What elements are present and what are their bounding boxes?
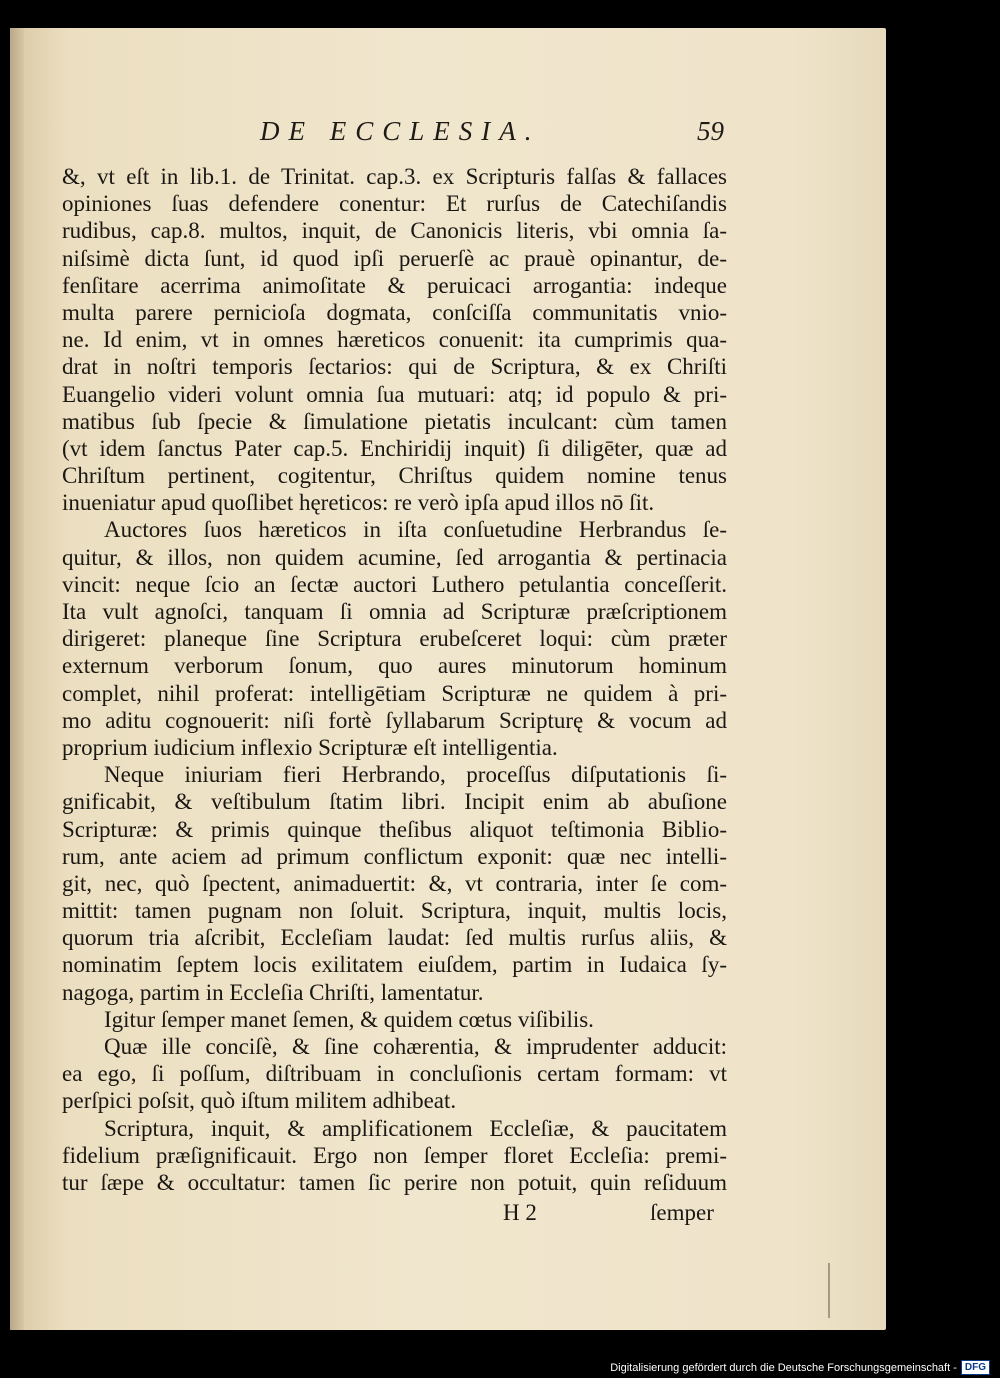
text-line: opiniones ſuas defendere conentur: Et rurſus de Catechiſandis bbox=[62, 191, 727, 217]
scanned-page-frame bbox=[0, 18, 888, 1353]
text-line: complet, nihil proferat: intelligētiam Scripturæ ne quidem à pri- bbox=[62, 680, 727, 706]
digitization-credit bbox=[610, 1360, 990, 1375]
text-line: Chriſtum pertinent, cogitentur, Chriſtus quidem nomine tenus bbox=[62, 463, 727, 489]
text-line: drat in noſtri temporis ſectarios: qui de Scriptura, & ex Chriſti bbox=[62, 354, 727, 380]
text-line: mittit: tamen pugnam non ſoluit. Scriptura, inquit, multis locis, bbox=[62, 898, 727, 924]
signature-mark: H 2 bbox=[503, 1200, 537, 1225]
text-line: Quæ ille conciſè, & ſine cohærentia, & imprudenter adducit: bbox=[104, 1034, 727, 1059]
text-line: multa parere pernicioſa dogmata, conſciſſa communitatis vnio- bbox=[62, 299, 727, 325]
credit-text: Digitalisierung gefördert durch die Deutsche Forschungsgemeinschaft - bbox=[610, 1361, 957, 1374]
text-line: ea ego, ſi poſſum, diſtribuam in concluſionis certam formam: vt bbox=[62, 1061, 727, 1087]
running-title: DE ECCLESIA. bbox=[260, 116, 541, 146]
text-line: (vt idem ſanctus Pater cap.5. Enchiridij inquit) ſi diligēter, quæ ad bbox=[62, 435, 727, 461]
text-line: quitur, & illos, non quidem acumine, ſed arrogantia & pertinacia bbox=[62, 544, 727, 570]
text-line: Auctores ſuos hæreticos in iſta conſuetudine Herbrandus ſe- bbox=[104, 517, 727, 543]
text-line: matibus ſub ſpecie & ſimulatione pietatis inculcant: cùm tamen bbox=[62, 408, 727, 434]
text-line: inueniatur apud quoſlibet hęreticos: re verò ipſa apud illos nō ſit. bbox=[62, 490, 655, 516]
text-line: fenſitare acerrima animoſitate & peruicaci arrogantia: indeque bbox=[62, 272, 727, 298]
text-line: proprium iudicium inflexio Scripturæ eſt intelligentia. bbox=[62, 734, 558, 760]
dfg-logo: DFG bbox=[961, 1360, 990, 1375]
text-line: nagoga, partim in Eccleſia Chriſti, lamentatur. bbox=[62, 979, 484, 1005]
catchword: ſemper bbox=[650, 1200, 714, 1225]
text-line: Ita vult agnoſci, tanquam ſi omnia ad Scripturæ præſcriptionem bbox=[62, 599, 727, 624]
text-line: nominatim ſeptem locis exilitatem eiuſdem, partim in Iudaica ſy- bbox=[62, 952, 727, 978]
text-line: &, vt eſt in lib.1. de Trinitat. cap.3. ex Scripturis falſas & fallaces bbox=[62, 164, 727, 189]
text-line: niſsimè dicta ſunt, id quod ipſi peruerſè ac prauè opinantur, de- bbox=[62, 245, 727, 271]
text-line: perſpici poſsit, quò iſtum militem adhibeat. bbox=[62, 1088, 457, 1114]
text-line: tur ſæpe & occultatur: tamen ſic perire non potuit, quin reſiduum bbox=[62, 1169, 727, 1195]
pencil-mark bbox=[828, 1263, 830, 1318]
text-line: ne. Id enim, vt in omnes hæreticos conuenit: ita cumprimis qua- bbox=[62, 327, 727, 353]
text-line: rudibus, cap.8. multos, inquit, de Canonicis literis, vbi omnia ſa- bbox=[62, 218, 727, 244]
text-line: Neque iniuriam fieri Herbrando, proceſſus diſputationis ſi- bbox=[104, 762, 727, 788]
text-line: dirigeret: planeque ſine Scriptura erubeſceret loqui: cùm præter bbox=[62, 626, 727, 652]
text-line: mo aditu cognouerit: niſi fortè ſyllabarum Scripturę & vocum ad bbox=[62, 707, 727, 733]
page-number: 59 bbox=[697, 116, 724, 146]
text-line: quorum tria aſcribit, Eccleſiam laudat: ſed multis rurſus aliis, & bbox=[62, 925, 727, 951]
text-line: Scriptura, inquit, & amplificationem Eccleſiæ, & paucitatem bbox=[104, 1115, 727, 1141]
text-line: gnificabit, & veſtibulum ſtatim libri. Incipit enim ab abuſione bbox=[62, 789, 727, 815]
body-text bbox=[62, 163, 727, 1196]
text-line: Euangelio videri volunt omnia ſua mutuari: atq; id populo & pri- bbox=[62, 381, 727, 407]
book-page bbox=[10, 28, 886, 1330]
text-line: Igitur ſemper manet ſemen, & quidem cœtus viſibilis. bbox=[104, 1006, 594, 1032]
page-edge-shadow bbox=[10, 28, 24, 1330]
text-line: Scripturæ: & primis quinque theſibus aliquot teſtimonia Biblio- bbox=[62, 816, 727, 842]
text-line: rum, ante aciem ad primum conflictum exponit: quæ nec intelli- bbox=[62, 843, 727, 869]
text-line: vincit: neque ſcio an ſectæ auctori Luthero petulantia conceſſerit. bbox=[62, 571, 727, 597]
text-line: externum verborum ſonum, quo aures minutorum hominum bbox=[62, 653, 727, 679]
text-line: fidelium præſignificauit. Ergo non ſemper floret Eccleſia: premi- bbox=[62, 1142, 727, 1168]
text-line: git, nec, quò ſpectent, animaduertit: &, vt contraria, inter ſe com- bbox=[62, 870, 727, 896]
